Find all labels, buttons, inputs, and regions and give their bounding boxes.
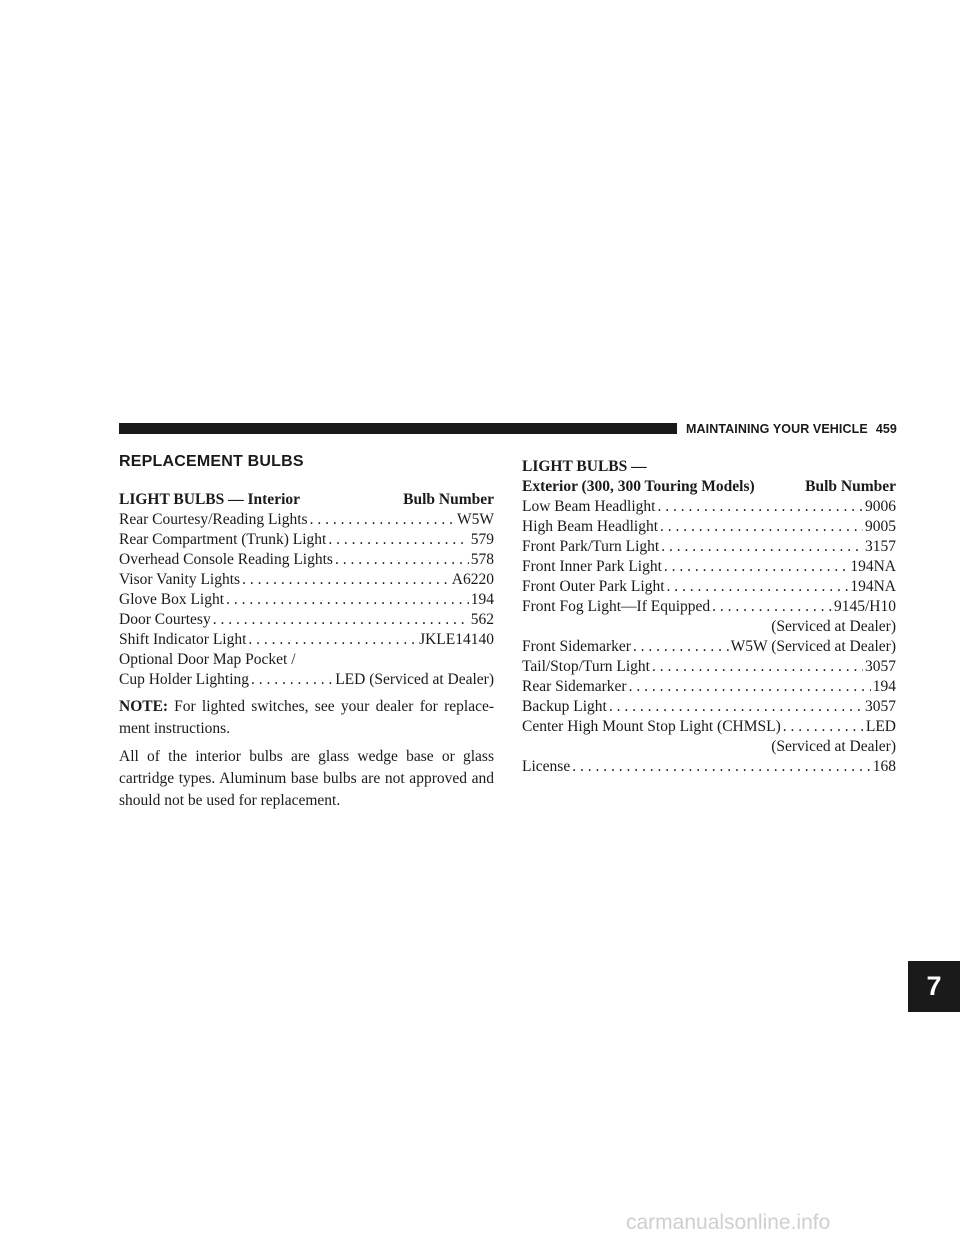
row-label: Front Park/Turn Light bbox=[522, 538, 660, 555]
bulb-number-heading: Bulb Number bbox=[805, 478, 896, 495]
dot-leader bbox=[661, 537, 863, 557]
table-row bbox=[522, 557, 896, 577]
row-value: 3057 bbox=[865, 698, 896, 715]
chmsl-note: (Serviced at Dealer) bbox=[771, 738, 896, 755]
row-value: 562 bbox=[470, 611, 494, 628]
table-row bbox=[119, 610, 494, 630]
table-row bbox=[119, 670, 494, 690]
dot-leader bbox=[660, 517, 863, 537]
row-label: Tail/Stop/Turn Light bbox=[522, 658, 650, 675]
table-row bbox=[522, 657, 896, 677]
chapter-tab: 7 bbox=[908, 961, 960, 1012]
row-value: W5W bbox=[456, 511, 494, 528]
row-label: Cup Holder Lighting bbox=[119, 671, 250, 688]
row-value: 579 bbox=[470, 531, 494, 548]
row-value: 9145/H10 bbox=[834, 598, 896, 615]
table-row bbox=[522, 757, 896, 777]
exterior-bulbs-column bbox=[522, 457, 896, 777]
row-value: JKLE14140 bbox=[419, 631, 494, 648]
dot-leader bbox=[213, 610, 469, 630]
dot-leader bbox=[310, 510, 455, 530]
dot-leader bbox=[664, 557, 848, 577]
dot-leader bbox=[226, 590, 469, 610]
table-row bbox=[522, 537, 896, 557]
exterior-table-header bbox=[522, 477, 896, 497]
table-row bbox=[522, 577, 896, 597]
row-label: Low Beam Headlight bbox=[522, 498, 656, 515]
note-label: NOTE: bbox=[119, 698, 169, 715]
table-row bbox=[522, 677, 896, 697]
dot-leader bbox=[633, 637, 729, 657]
row-value: 3157 bbox=[865, 538, 896, 555]
row-label: Center High Mount Stop Light (CHMSL) bbox=[522, 718, 781, 735]
dot-leader bbox=[572, 757, 871, 777]
table-row bbox=[119, 570, 494, 590]
row-label: Front Inner Park Light bbox=[522, 558, 662, 575]
dot-leader bbox=[629, 677, 871, 697]
row-value: 194 bbox=[872, 678, 896, 695]
watermark: carmanualsonline.info bbox=[626, 1211, 831, 1234]
row-value: 194NA bbox=[850, 578, 896, 595]
dot-leader bbox=[251, 670, 333, 690]
row-label: High Beam Headlight bbox=[522, 518, 659, 535]
row-label: Door Courtesy bbox=[119, 611, 211, 628]
interior-bulbs-column bbox=[119, 490, 494, 812]
table-row bbox=[522, 637, 896, 657]
row-value: 3057 bbox=[865, 658, 896, 675]
row-label: Rear Sidemarker bbox=[522, 678, 627, 695]
section-title: REPLACEMENT BULBS bbox=[119, 453, 304, 470]
table-row bbox=[119, 630, 494, 650]
row-label: License bbox=[522, 758, 571, 775]
bulb-number-heading: Bulb Number bbox=[403, 491, 494, 508]
interior-table-header bbox=[119, 490, 494, 510]
header-rule bbox=[119, 423, 677, 434]
exterior-heading: Exterior (300, 300 Touring Models) bbox=[522, 478, 755, 495]
row-label: Front Outer Park Light bbox=[522, 578, 665, 595]
dot-leader bbox=[783, 717, 864, 737]
dot-leader bbox=[328, 530, 468, 550]
fog-light-note: (Serviced at Dealer) bbox=[771, 618, 896, 635]
interior-heading: LIGHT BULBS — Interior bbox=[119, 491, 301, 508]
table-row bbox=[522, 497, 896, 517]
row-value: W5W (Serviced at Dealer) bbox=[730, 638, 896, 655]
row-value: LED (Serviced at Dealer) bbox=[335, 671, 494, 688]
row-label: Rear Courtesy/Reading Lights bbox=[119, 511, 308, 528]
dot-leader bbox=[248, 630, 417, 650]
row-label: Visor Vanity Lights bbox=[119, 571, 241, 588]
row-label: Backup Light bbox=[522, 698, 607, 715]
row-value: 168 bbox=[872, 758, 896, 775]
dot-leader bbox=[657, 497, 863, 517]
row-value: 578 bbox=[470, 551, 494, 568]
row-value: 194 bbox=[470, 591, 494, 608]
dot-leader bbox=[335, 550, 469, 570]
table-row bbox=[119, 550, 494, 570]
table-row bbox=[119, 510, 494, 530]
row-label: Rear Compartment (Trunk) Light bbox=[119, 531, 327, 548]
dot-leader bbox=[652, 657, 863, 677]
row-value: 9005 bbox=[865, 518, 896, 535]
dot-leader bbox=[242, 570, 450, 590]
exterior-heading-line1: LIGHT BULBS — bbox=[522, 458, 647, 475]
row-value: A6220 bbox=[451, 571, 494, 588]
optional-line: Optional Door Map Pocket / bbox=[119, 651, 296, 668]
row-value: 194NA bbox=[850, 558, 896, 575]
table-row bbox=[119, 590, 494, 610]
row-value: LED bbox=[865, 718, 896, 735]
row-label: Glove Box Light bbox=[119, 591, 225, 608]
row-label: Shift Indicator Light bbox=[119, 631, 247, 648]
row-label: Front Sidemarker bbox=[522, 638, 631, 655]
dot-leader bbox=[667, 577, 849, 597]
running-header bbox=[686, 421, 906, 437]
dot-leader bbox=[609, 697, 863, 717]
row-value: 9006 bbox=[865, 498, 896, 515]
table-row bbox=[522, 597, 896, 617]
body-paragraph: All of the interior bulbs are glass wedge base or glass cartridge types. Aluminum base bulbs are not approved and should not be used for replacement. bbox=[119, 748, 494, 809]
table-row bbox=[522, 717, 896, 737]
table-row bbox=[522, 517, 896, 537]
dot-leader bbox=[712, 597, 832, 617]
row-label: Front Fog Light—If Equipped bbox=[522, 598, 711, 615]
table-row bbox=[119, 530, 494, 550]
note-text: For lighted switches, see your dealer for replace-ment instructions. bbox=[119, 698, 494, 737]
page-number: 459 bbox=[875, 422, 897, 436]
row-label: Overhead Console Reading Lights bbox=[119, 551, 333, 568]
header-title: MAINTAINING YOUR VEHICLE bbox=[686, 422, 868, 436]
note-paragraph bbox=[119, 696, 494, 740]
table-row bbox=[522, 697, 896, 717]
